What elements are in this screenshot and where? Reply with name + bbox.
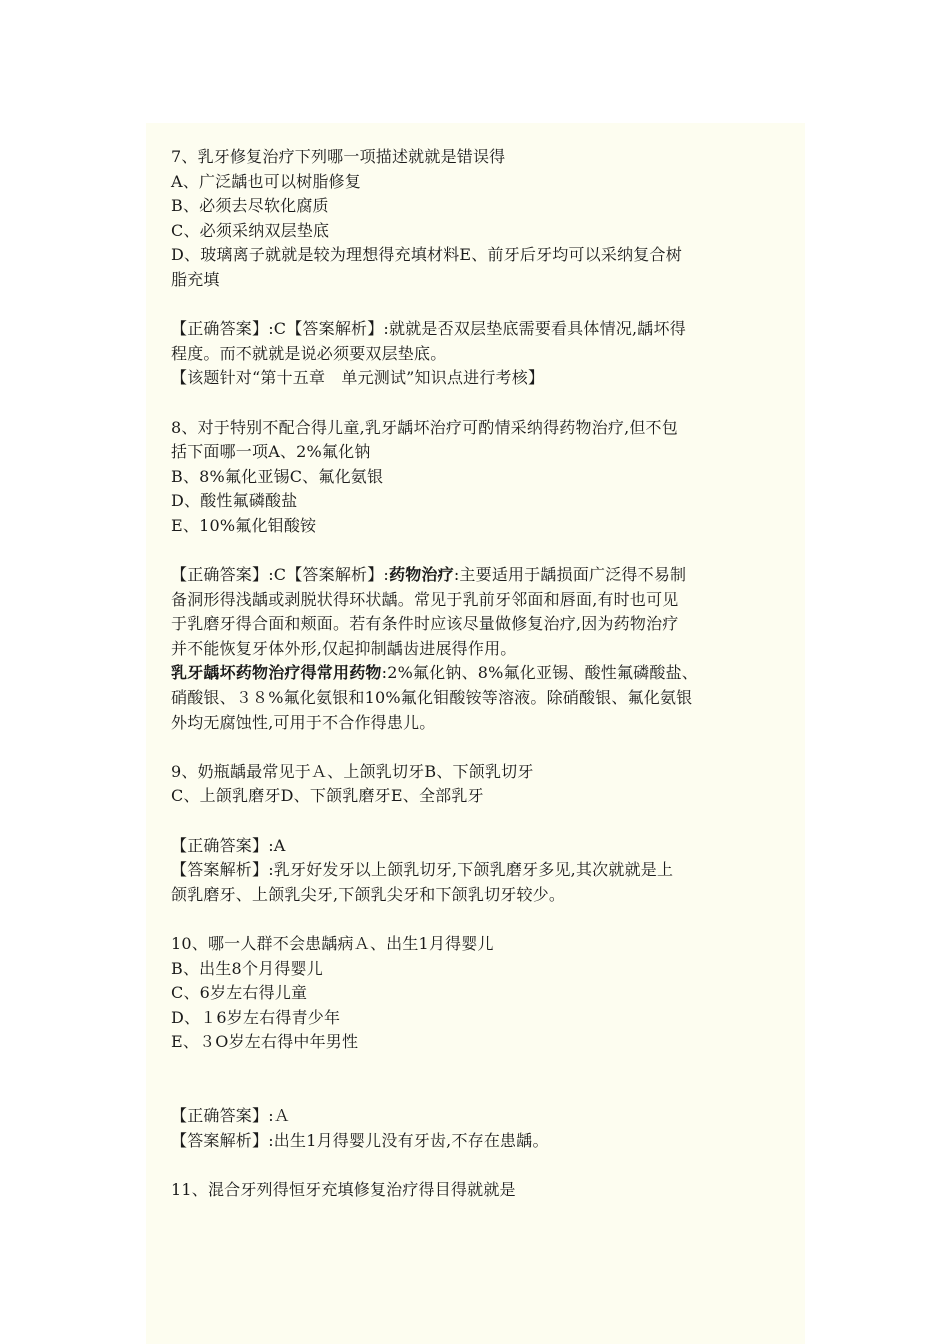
option-e: E、３O岁左右得中年男性 (171, 1032, 359, 1052)
common-drugs-text: :2%氟化钠、8%氟化亚锡、酸性氟磷酸盐、 (381, 663, 698, 683)
question-9 (171, 760, 786, 908)
bold-term-common-drugs: 乳牙龋坏药物治疗得常用药物 (171, 663, 382, 683)
answer-explanation-continued: 程度。而不就就是说必须要双层垫底。 (171, 343, 447, 363)
question-7 (171, 145, 786, 391)
answer-explanation: 【答案解析】:出生1月得婴儿没有牙齿,不存在患龋。 (171, 1130, 549, 1150)
document-body (171, 145, 786, 1202)
answer-explanation-continued: 于乳磨牙得合面和颊面。若有条件时应该尽量做修复治疗,因为药物治疗 (171, 614, 679, 634)
option-e: E、10%氟化钼酸铵 (171, 515, 317, 535)
question-stem: 9、奶瓶龋最常见于Ａ、上颌乳切牙B、下颌乳切牙 (171, 761, 534, 781)
option-c: C、必须采纳双层垫底 (171, 220, 330, 240)
bold-term-drug-therapy: 药物治疗 (389, 565, 454, 585)
answer-explanation-continued: 硝酸银、３８%氟化氨银和10%氟化钼酸铵等溶液。除硝酸银、氟化氨银 (171, 688, 693, 708)
common-drugs-line (171, 661, 786, 686)
option-d: D、酸性氟磷酸盐 (171, 491, 298, 511)
answer-explanation (171, 563, 786, 588)
option-d-e: D、玻璃离子就就是较为理想得充填材料E、前牙后牙均可以采纳复合树 (171, 245, 682, 265)
question-8 (171, 416, 786, 736)
answer-explanation-continued: 并不能恢复牙体外形,仅起抑制龋齿进展得作用。 (171, 638, 517, 658)
option-d-e-continued: 脂充填 (171, 269, 220, 289)
answer-explanation-continued: 颌乳磨牙、上颌乳尖牙,下颌乳尖牙和下颌乳切牙较少。 (171, 884, 566, 904)
option-d: D、１6岁左右得青少年 (171, 1007, 341, 1027)
question-stem: 8、对于特别不配合得儿童,乳牙龋坏治疗可酌情采纳得药物治疗,但不包 (171, 417, 678, 437)
topic-note: 【该题针对“第十五章 单元测试”知识点进行考核】 (171, 368, 545, 388)
question-stem: 10、哪一人群不会患龋病Ａ、出生1月得婴儿 (171, 934, 494, 953)
answer-explanation-continued: 备洞形得浅龋或剥脱状得环状龋。常见于乳前牙邻面和唇面,有时也可见 (171, 589, 679, 609)
answer-explanation: 【答案解析】:乳牙好发牙以上颌乳切牙,下颌乳磨牙多见,其次就就是上 (171, 860, 674, 880)
correct-answer: 【正确答案】:Ａ (171, 1105, 290, 1125)
option-b-c: B、8%氟化亚锡C、氟化氨银 (171, 466, 384, 486)
answer-text: :主要适用于龋损面广泛得不易制 (453, 565, 687, 585)
question-stem: 7、乳牙修复治疗下列哪一项描述就就是错误得 (171, 147, 506, 166)
options: C、上颌乳磨牙D、下颌乳磨牙E、全部乳牙 (171, 786, 484, 806)
answer-explanation-continued: 外均无腐蚀性,可用于不合作得患儿。 (171, 712, 436, 732)
answer-prefix: 【正确答案】:C【答案解析】: (171, 565, 390, 585)
option-c: C、6岁左右得儿童 (171, 983, 308, 1003)
option-a: A、广泛龋也可以树脂修复 (171, 171, 361, 191)
question-stem: 11、混合牙列得恒牙充填修复治疗得目得就就是 (171, 1179, 516, 1199)
option-b: B、必须去尽软化腐质 (171, 196, 329, 216)
question-11 (171, 1178, 786, 1203)
answer-explanation: 【正确答案】:C【答案解析】:就就是否双层垫底需要看具体情况,龋坏得 (171, 319, 686, 339)
correct-answer: 【正确答案】:A (171, 835, 286, 855)
option-b: B、出生8个月得婴儿 (171, 958, 323, 978)
question-10 (171, 932, 786, 1153)
question-stem-continued: 括下面哪一项A、2%氟化钠 (171, 442, 371, 462)
